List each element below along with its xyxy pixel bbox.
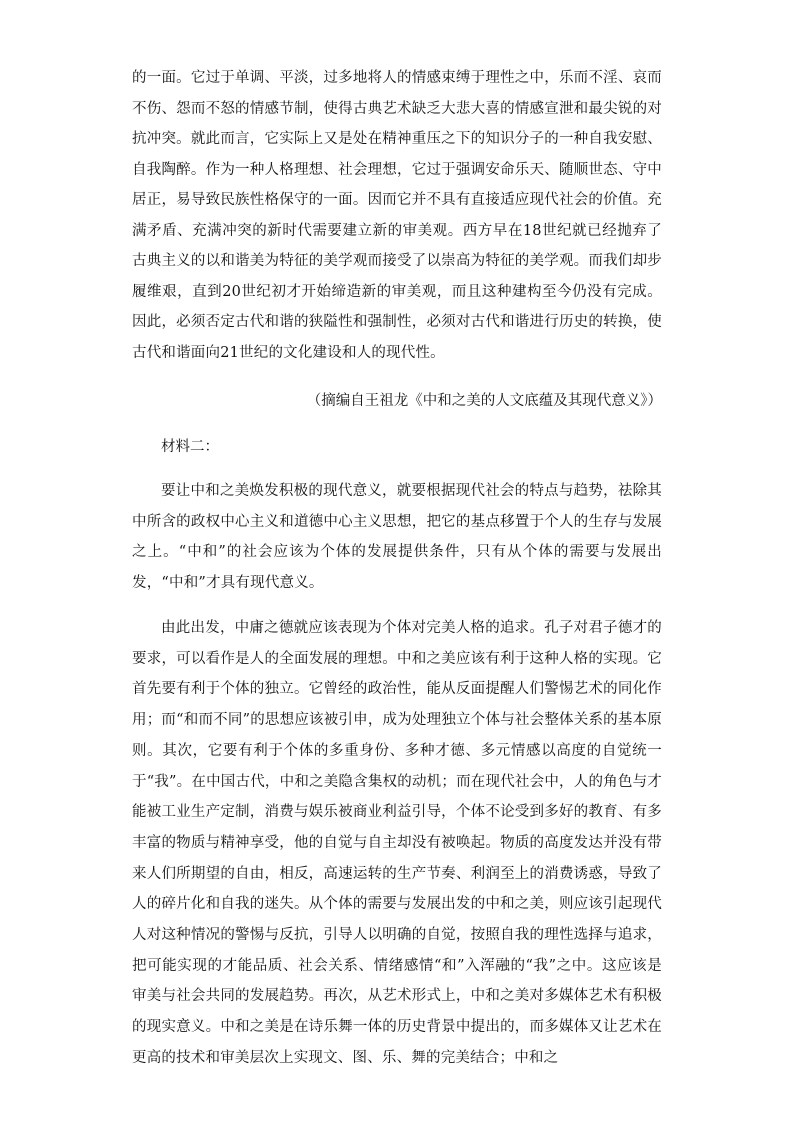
material-two-label: 材料二： bbox=[161, 439, 219, 455]
paragraph-material-one-end: 的一面。它过于单调、平淡，过多地将人的情感束缚于理性之中，乐而不淫、哀而不伤、怨而不怒的情感节制，使得古典艺术缺乏大悲大喜的情感宣泄和最尖锐的对抗冲突。就此而言，它实际上又是处在精神重压之下的知识分子的一种自我安慰、自我陶醉。作为一种人格理想、社会理想，它过于强调安命乐天、随顺世态、守中居正，易导致民族性格保守的一面。因而它并不具有直接适应现代社会的价值。充满矛盾、充满冲突的新时代需要建立新的审美观。西方早在18世纪就已经抛弃了古典主义的以和谐美为特征的美学观而接受了以崇高为特征的美学观。而我们却步履维艰，直到20世纪初才开始缔造新的审美观，而且这种建构至今仍没有完成。因此，必须否定古代和谐的狭隘性和强制性，必须对古代和谐进行历史的转换，使古代和谐面向21世纪的文化建设和人的现代性。 bbox=[132, 70, 662, 361]
source-citation: （摘编自王祖龙《中和之美的人文底蕴及其现代意义》） bbox=[306, 393, 662, 409]
paragraph-material-two-1: 要让中和之美焕发积极的现代意义，就要根据现代社会的特点与趋势，祛除其中所含的政权中心主义和道德中心主义思想，把它的基点移置于个人的生存与发展之上。“中和”的社会应该为个体的发展提供条件，只有从个体的需要与发展出发，“中和”才具有现代意义。 bbox=[132, 483, 662, 591]
paragraph-material-two-2: 由此出发，中庸之德就应该表现为个体对完美人格的追求。孔子对君子德才的要求，可以看作是人的全面发展的理想。中和之美应该有利于这种人格的实现。它首先要有利于个体的独立。它曾经的政治性，能从反面提醒人们警惕艺术的同化作用；而“和而不同”的思想应该被引申，成为处理独立个体与社会整体关系的基本原则。其次，它要有利于个体的多重身份、多种才德、多元情感以高度的自觉统一于“我”。在中国古代，中和之美隐含集权的动机；而在现代社会中，人的角色与才能被工业生产定制，消费与娱乐被商业利益引导，个体不论受到多好的教育、有多丰富的物质与精神享受，他的自觉与自主却没有被唤起。物质的高度发达并没有带来人们所期望的自由，相反，高速运转的生产节奏、利润至上的消费诱惑，导致了人的碎片化和自我的迷失。从个体的需要与发展出发的中和之美，则应该引起现代人对这种情况的警惕与反抗，引导人以明确的自觉，按照自我的理性选择与追求，把可能实现的才能品质、社会关系、情绪感情“和”入浑融的“我”之中。这应该是审美与社会共同的发展趋势。再次，从艺术形式上，中和之美对多媒体艺术有积极的现实意义。中和之美是在诗乐舞一体的历史背景中提出的，而多媒体又让艺术在更高的技术和审美层次上实现文、图、乐、舞的完美结合；中和之 bbox=[132, 620, 662, 1066]
